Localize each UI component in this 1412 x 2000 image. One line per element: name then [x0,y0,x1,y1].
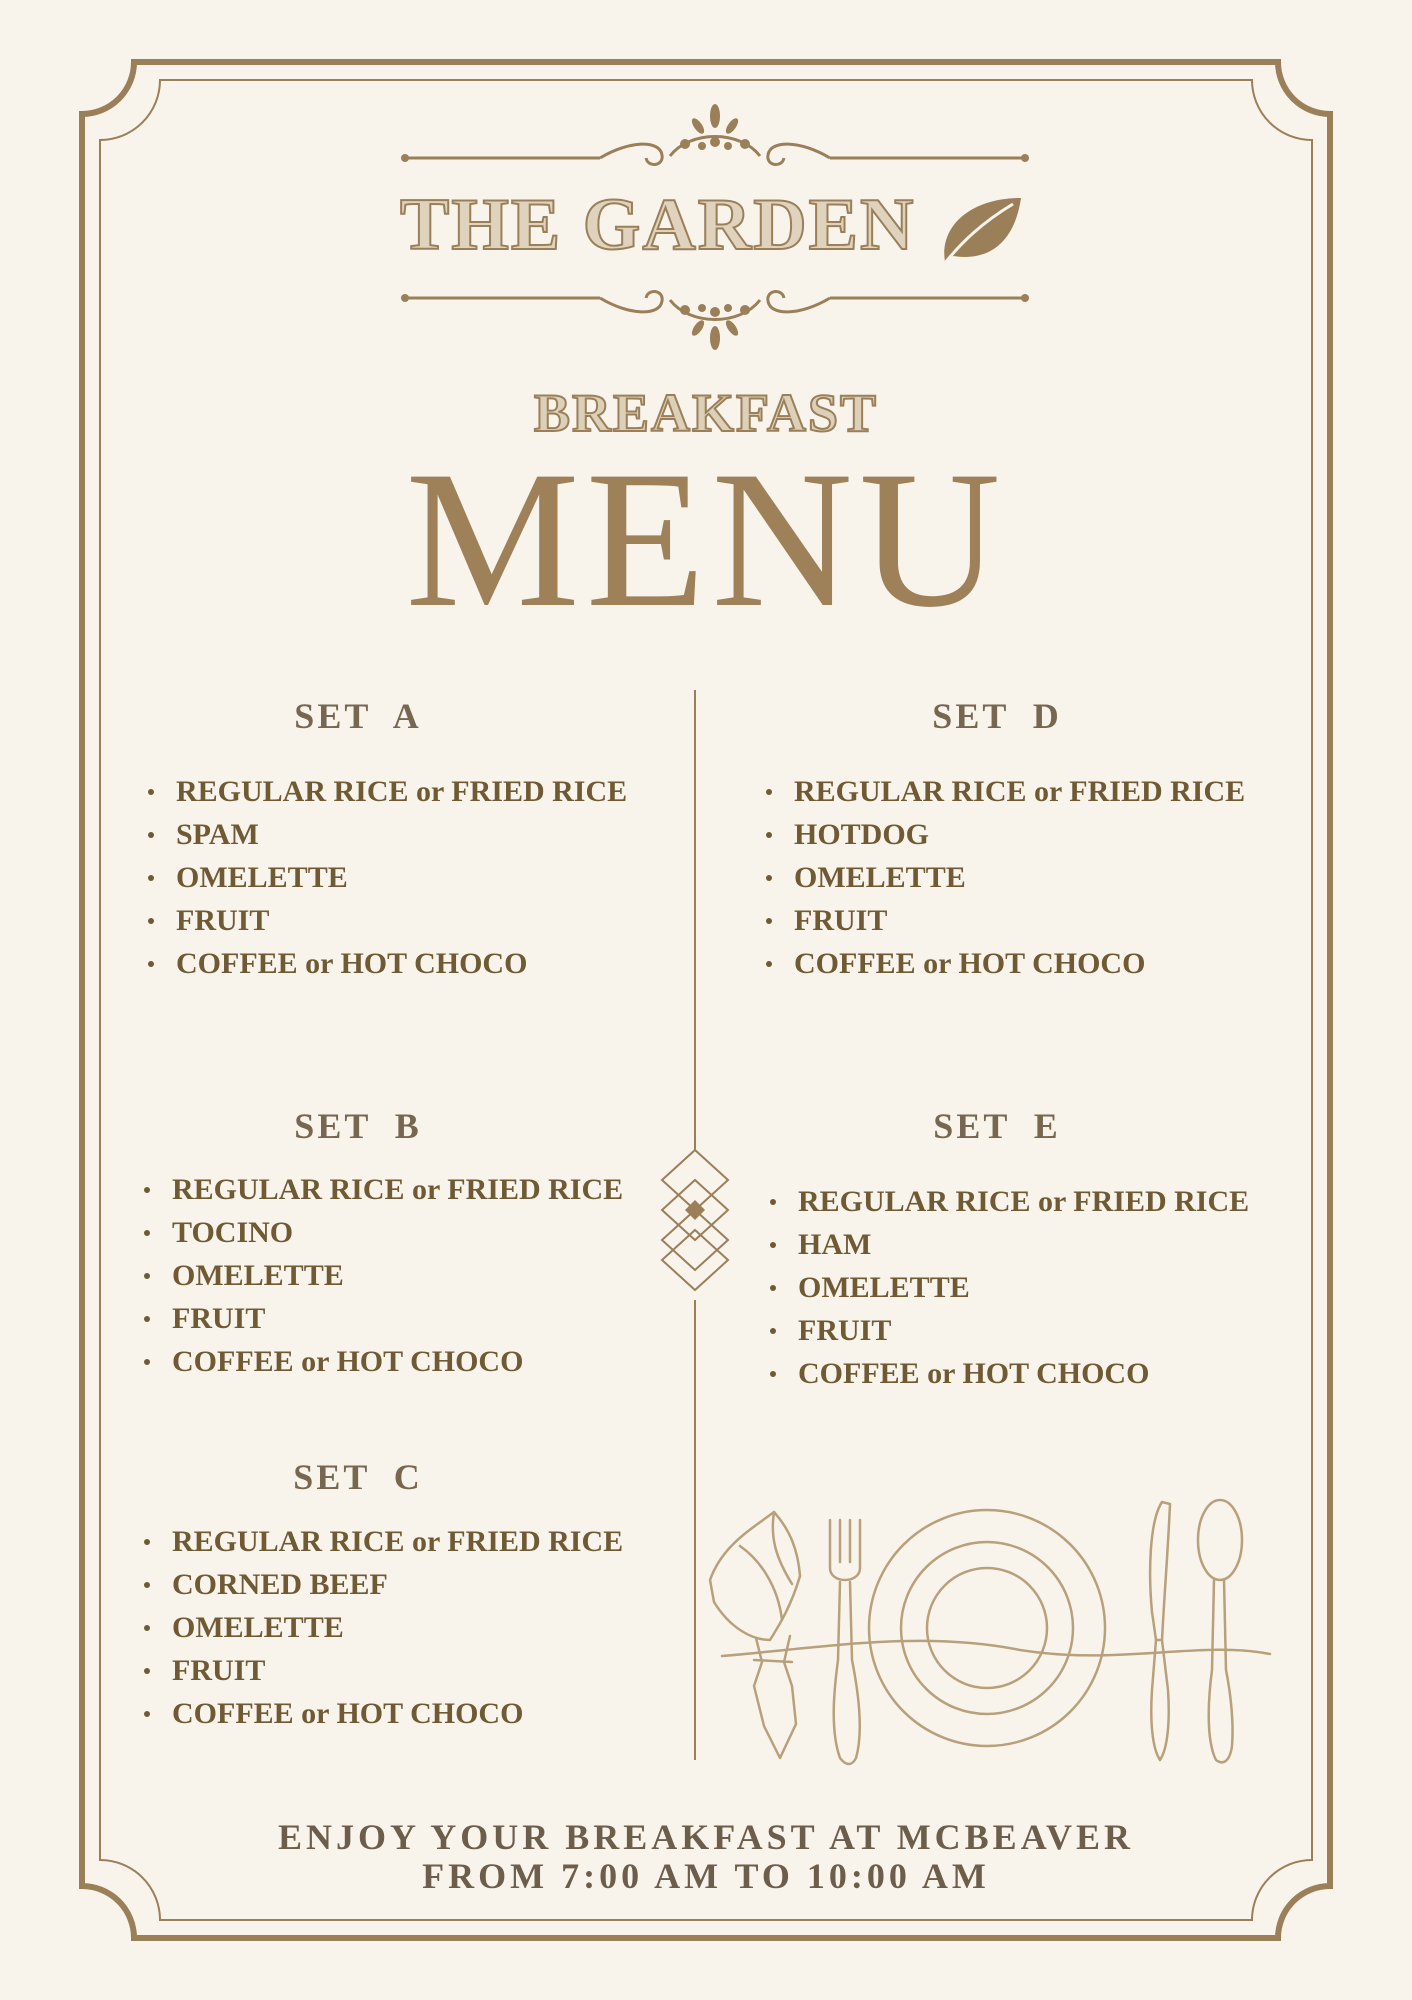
list-item: FRUIT [766,1309,1249,1352]
set-b-title: SET B [294,1106,422,1146]
list-item: OMELETTE [140,1254,623,1297]
list-item: REGULAR RICE or FRIED RICE [144,770,627,813]
set-e-title: SET E [933,1106,1061,1146]
set-d-items [762,770,1245,985]
breakfast-kicker: BREAKFAST [533,383,879,443]
brand-name: THE GARDEN [400,184,916,266]
list-item: COFFEE or HOT CHOCO [144,942,627,985]
set-b-items [140,1168,623,1383]
footer-line-2: FROM 7:00 AM TO 10:00 AM [422,1856,990,1896]
list-item: COFFEE or HOT CHOCO [762,942,1245,985]
set-a-title: SET A [294,696,422,736]
list-item: FRUIT [140,1297,623,1340]
set-e-items [766,1180,1249,1395]
ornament-bottom-icon [400,270,1030,350]
set-a-items [144,770,627,985]
list-item: COFFEE or HOT CHOCO [140,1692,623,1735]
list-item: HAM [766,1223,1249,1266]
list-item: HOTDOG [762,813,1245,856]
list-item: FRUIT [144,899,627,942]
list-item: COFFEE or HOT CHOCO [766,1352,1249,1395]
set-c-items [140,1520,623,1735]
list-item: FRUIT [762,899,1245,942]
list-item: OMELETTE [762,856,1245,899]
set-c-title: SET C [293,1457,423,1497]
list-item: COFFEE or HOT CHOCO [140,1340,623,1383]
set-d-title: SET D [932,696,1062,736]
list-item: OMELETTE [140,1606,623,1649]
list-item: OMELETTE [766,1266,1249,1309]
list-item: SPAM [144,813,627,856]
list-item: REGULAR RICE or FRIED RICE [140,1520,623,1563]
list-item: OMELETTE [144,856,627,899]
menu-title: MENU [405,431,1007,648]
list-item: REGULAR RICE or FRIED RICE [762,770,1245,813]
ornament-top-icon [400,100,1030,180]
list-item: REGULAR RICE or FRIED RICE [766,1180,1249,1223]
leaf-icon [935,192,1025,270]
table-setting-illustration [700,1490,1280,1780]
list-item: REGULAR RICE or FRIED RICE [140,1168,623,1211]
list-item: CORNED BEEF [140,1563,623,1606]
list-item: FRUIT [140,1649,623,1692]
footer-line-1: ENJOY YOUR BREAKFAST AT MCBEAVER [277,1817,1135,1857]
list-item: TOCINO [140,1211,623,1254]
